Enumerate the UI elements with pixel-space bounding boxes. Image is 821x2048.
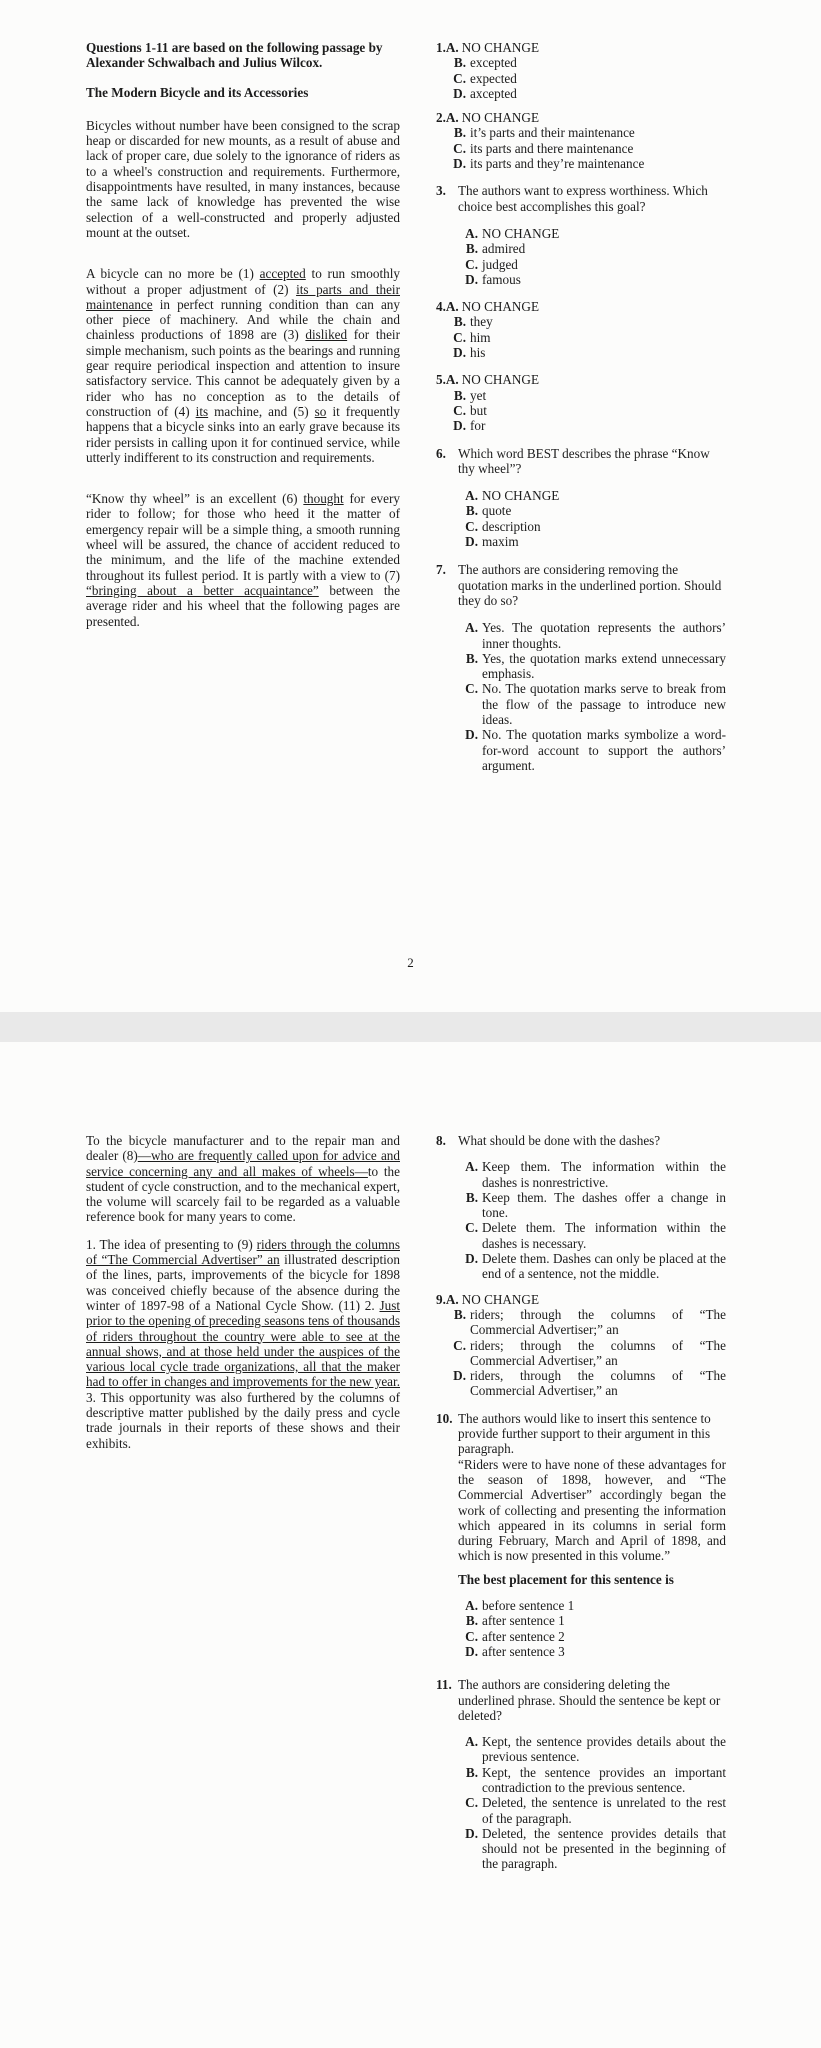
option-letter: B. (465, 1764, 478, 1780)
answer-option[interactable] (436, 503, 726, 518)
answer-option[interactable] (436, 141, 726, 156)
option-letter: A. (445, 40, 459, 55)
option-letter: B. (465, 1613, 478, 1629)
option-text: Keep them. The information within the dashes is nonrestrictive. (482, 1159, 726, 1190)
answer-option[interactable] (436, 345, 726, 360)
answer-option[interactable] (436, 86, 726, 101)
answer-option[interactable] (436, 1598, 726, 1613)
option-text: Keep them. The dashes offer a change in tone. (482, 1189, 726, 1221)
question-11 (436, 1677, 726, 1872)
answer-option[interactable] (436, 226, 726, 241)
option-text: Deleted, the sentence is unrelated to the rest of the paragraph. (482, 1795, 726, 1826)
question-4 (436, 299, 726, 360)
answer-option[interactable] (436, 1644, 726, 1659)
answer-option[interactable] (436, 272, 726, 287)
option-text: NO CHANGE (461, 372, 540, 388)
passage-column-1 (86, 40, 400, 629)
option-letter: D. (453, 345, 466, 361)
question-7 (436, 562, 726, 773)
option-letter: A. (445, 299, 459, 315)
underlined-text-5: so (314, 403, 327, 419)
questions-column-1 (436, 40, 726, 773)
question-number: 11. (436, 1677, 452, 1693)
option-text: description (482, 518, 541, 534)
answer-option[interactable] (436, 727, 726, 773)
underlined-text-2: its parts and their maintenance (86, 281, 400, 312)
option-letter: B. (465, 1189, 478, 1205)
underlined-text-3: disliked (305, 327, 348, 343)
question-number: 9. (436, 1291, 446, 1307)
answer-option[interactable] (436, 257, 726, 272)
answer-option[interactable] (436, 330, 726, 345)
answer-option[interactable] (436, 1368, 726, 1399)
inserted-sentence: “Riders were to have none of these advantages for the season of 1898, however, and “The Commercial Advertiser” accordingly began the work of collecting and presenting the information which appeared in its columns in serial form during February, March and April of 1898, and which is now presented in this volume.” (458, 1456, 726, 1564)
answer-option[interactable] (436, 1220, 726, 1251)
answer-option[interactable] (436, 1765, 726, 1796)
option-text: NO CHANGE (461, 40, 540, 55)
option-text: judged (482, 256, 518, 272)
option-text: him (470, 329, 491, 345)
underlined-text-1: accepted (259, 266, 306, 282)
question-2 (436, 110, 726, 171)
answer-option[interactable] (436, 1159, 726, 1190)
option-letter: C. (453, 402, 466, 418)
option-text: they (470, 314, 493, 330)
option-text: NO CHANGE (482, 225, 560, 241)
option-text: riders, through the columns of “The Commercial Advertiser,” an (470, 1368, 726, 1399)
option-text: Yes. The quotation represents the authors’ inner thoughts. (482, 620, 726, 651)
option-letter: B. (465, 503, 478, 519)
option-letter: A. (445, 1291, 459, 1307)
passage-intro: Questions 1-11 are based on the following passage by Alexander Schwalbach and Julius Wilcox. (86, 40, 383, 71)
option-letter: C. (465, 1220, 478, 1236)
answer-option[interactable] (436, 314, 726, 329)
answer-option[interactable] (436, 1826, 726, 1872)
option-letter: A. (445, 372, 459, 388)
answer-option[interactable] (436, 1795, 726, 1826)
question-stem: The authors would like to insert this sentence to provide further support to their argument in this paragraph. (458, 1410, 711, 1457)
option-letter: C. (453, 140, 466, 156)
answer-option[interactable] (436, 403, 726, 418)
option-text: riders; through the columns of “The Commercial Advertiser;” an (470, 1306, 726, 1338)
question-1 (436, 40, 726, 101)
question-stem: The authors want to express worthiness. Which choice best accomplishes this goal? (458, 183, 708, 214)
option-letter: B. (453, 125, 466, 141)
option-letter: C. (453, 329, 466, 345)
option-letter: D. (465, 271, 478, 287)
option-letter: B. (453, 1306, 466, 1322)
underlined-text-9: riders through the columns of “The Commercial Advertiser” an (86, 1236, 400, 1268)
option-text: admired (482, 241, 526, 257)
answer-option[interactable] (436, 681, 726, 727)
underlined-text-7: “bringing about a better acquaintance” (86, 582, 319, 598)
question-number: 2. (436, 110, 446, 126)
option-letter: C. (465, 1795, 478, 1811)
option-text: Kept, the sentence provides an important contradiction to the previous sentence. (482, 1764, 726, 1795)
option-text: Deleted, the sentence provides details that should not be presented in the beginning of the paragraph. (482, 1825, 726, 1872)
option-letter: A. (465, 1734, 478, 1750)
answer-option[interactable] (436, 156, 726, 171)
option-letter: D. (465, 1643, 478, 1659)
page-number: 2 (407, 955, 414, 970)
option-text: Delete them. The information within the dashes is necessary. (482, 1220, 726, 1251)
question-6 (436, 446, 726, 550)
answer-option[interactable] (436, 651, 726, 682)
question-stem: Which word BEST describes the phrase “Know thy wheel”? (458, 445, 710, 476)
option-letter: A. (465, 1159, 478, 1175)
option-text: expected (470, 70, 517, 86)
underlined-text-4: its (195, 403, 209, 419)
answer-option[interactable] (436, 1734, 726, 1765)
option-letter: A. (465, 620, 478, 636)
option-letter: C. (465, 681, 478, 697)
option-letter: C. (465, 518, 478, 534)
answer-option[interactable] (436, 55, 726, 70)
option-text: excepted (470, 55, 517, 71)
answer-option[interactable] (436, 110, 726, 125)
option-text: famous (482, 271, 521, 287)
option-letter: D. (465, 727, 478, 743)
option-text: after sentence 1 (482, 1613, 565, 1629)
option-text: for (470, 418, 486, 434)
option-letter: D. (453, 418, 466, 434)
answer-option[interactable] (436, 534, 726, 549)
question-number: 1. (436, 40, 446, 55)
question-9 (436, 1292, 726, 1399)
answer-option[interactable] (436, 40, 726, 55)
option-letter: C. (465, 1628, 478, 1644)
option-text: No. The quotation marks symbolize a word-for-word account to support the authors’ argument. (482, 727, 726, 773)
passage-paragraph: 1. The idea of presenting to (9) riders through the columns of “The Commercial Advertiser” an illustrated description of the lines, parts, improvements of the bicycle for 1898 was conceived chiefly because of the absence during the winter of 1897-98 of a National Cycle Show. (11) 2. Just prior to the opening of preceding seasons tens of thousands of riders throughout the country were able to see at the annual shows, and at those held under the auspices of the various local cycle trade organizations, all that the maker had to offer in changes and improvements for the new year. 3. This opportunity was also furthered by the columns of descriptive matter published by the daily press and cycle trade journals in their reports of these shows and their exhibits. (86, 1236, 400, 1451)
answer-option[interactable] (436, 388, 726, 403)
answer-option[interactable] (436, 488, 726, 503)
option-text: his (470, 345, 486, 361)
option-letter: D. (453, 156, 466, 172)
question-number: 8. (436, 1133, 446, 1148)
question-5 (436, 372, 726, 433)
option-letter: B. (453, 55, 466, 71)
passage-column-2 (86, 1133, 400, 1451)
option-letter: A. (465, 225, 478, 241)
question-number: 7. (436, 562, 446, 578)
option-text: NO CHANGE (461, 299, 540, 315)
question-stem: The authors are considering deleting the underlined phrase. Should the sentence be kept or deleted? (458, 1677, 721, 1723)
question-number: 10. (436, 1410, 453, 1426)
answer-option[interactable] (436, 372, 726, 387)
option-text: its parts and there maintenance (470, 140, 634, 156)
option-text: riders; through the columns of “The Commercial Advertiser,” an (470, 1337, 726, 1368)
underlined-text-8: —who are frequently called upon for advice and service concerning any and all makes of wheels— (86, 1148, 400, 1179)
question-10 (436, 1411, 726, 1659)
answer-option[interactable] (436, 1292, 726, 1307)
question-number: 4. (436, 299, 446, 315)
passage-paragraph: Bicycles without number have been consigned to the scrap heap or discarded for new mounts, as a result of abuse and lack of proper care, due solely to the ignorance of riders as to a wheel's construction and requirements. Furthermore, disappointments have resulted, in many instances, because the same lack of knowledge has prevented the wise selection of a well-constructed and properly adjusted mount at the outset. (86, 117, 400, 240)
page-1 (0, 0, 821, 1012)
answer-option[interactable] (436, 1251, 726, 1282)
option-text: its parts and they’re maintenance (470, 156, 645, 172)
option-text: axcepted (470, 85, 517, 101)
answer-option[interactable] (436, 299, 726, 314)
option-text: after sentence 3 (482, 1643, 565, 1659)
option-letter: C. (465, 256, 478, 272)
page-2 (0, 1042, 821, 2048)
questions-column-2 (436, 1133, 726, 1872)
option-text: NO CHANGE (461, 110, 540, 126)
question-stem: What should be done with the dashes? (458, 1133, 661, 1148)
underlined-text-6: thought (303, 491, 344, 507)
question-number: 3. (436, 183, 446, 199)
answer-option[interactable] (436, 1613, 726, 1628)
option-text: before sentence 1 (482, 1598, 575, 1614)
answer-option[interactable] (436, 519, 726, 534)
answer-option[interactable] (436, 125, 726, 140)
option-text: but (470, 402, 487, 418)
passage-paragraph: “Know thy wheel” is an excellent (6) thought for every rider to follow; for those who heed it the matter of emergency repair will be a simple thing, a smooth running wheel will be assured, the chance of accident reduced to the minimum, and the life of the machine extended throughout its fullest period. It is partly with a view to (7) “bringing about a better acquaintance” between the average rider and his wheel that the following pages are presented. (86, 491, 400, 629)
passage-title: The Modern Bicycle and its Accessories (86, 84, 309, 100)
option-letter: D. (465, 1251, 478, 1267)
answer-option[interactable] (436, 1629, 726, 1644)
option-text: Delete them. Dashes can only be placed at the end of a sentence, not the middle. (482, 1251, 726, 1282)
answer-option[interactable] (436, 1338, 726, 1369)
option-letter: A. (465, 488, 478, 504)
answer-option[interactable] (436, 241, 726, 256)
question-8 (436, 1133, 726, 1282)
option-letter: B. (465, 241, 478, 257)
answer-option[interactable] (436, 620, 726, 651)
question-number: 5. (436, 372, 446, 388)
option-letter: B. (453, 387, 466, 403)
answer-option[interactable] (436, 1190, 726, 1221)
option-text: NO CHANGE (482, 488, 560, 504)
question-number: 6. (436, 445, 446, 461)
option-letter: B. (453, 314, 466, 330)
option-letter: C. (453, 1337, 466, 1353)
option-text: Kept, the sentence provides details about the previous sentence. (482, 1734, 726, 1765)
option-text: it’s parts and their maintenance (470, 125, 635, 141)
passage-paragraph: To the bicycle manufacturer and to the repair man and dealer (8)—who are frequently called upon for advice and service concerning any and all makes of wheels—to the student of cycle construction, and to the mechanical expert, the volume will scarcely fail to be regarded as a valuable reference book for many years to come. (86, 1133, 401, 1225)
answer-option[interactable] (436, 418, 726, 433)
option-text: quote (482, 503, 512, 519)
question-stem: The authors are considering removing the quotation marks in the underlined portion. Should they do so? (458, 562, 722, 608)
option-letter: D. (465, 1825, 478, 1841)
option-letter: D. (453, 85, 466, 101)
underlined-text-11: Just prior to the opening of preceding seasons tens of thousands of riders throughout the country were able to see at the annual shows, and at those held under the auspices of the various local cycle trade organizations, all that the maker had to offer in changes and improvements for the new year. (86, 1297, 400, 1390)
option-text: Yes, the quotation marks extend unnecessary emphasis. (482, 650, 726, 682)
option-letter: D. (453, 1368, 466, 1384)
option-text: maxim (482, 534, 519, 550)
option-letter: A. (445, 110, 459, 126)
option-letter: C. (453, 70, 466, 86)
passage-paragraph: A bicycle can no more be (1) accepted to run smoothly without a proper adjustment of (2) its parts and their maintenance in perfect running condition than can any other piece of machinery. And while the chain and chainless productions of 1898 are (3) disliked for their simple mechanism, such points as the bearings and running gear require periodical inspection and attention to insure satisfactory service. This cannot be adequately given by a rider who has no conception as to the details of construction of (4) its machine, and (5) so it frequently happens that a bicycle sinks into an early grave because its rider persists in calling upon it for continued service, while utterly indifferent to its construction and requirements. (86, 266, 400, 465)
answer-option[interactable] (436, 1307, 726, 1338)
answer-option[interactable] (436, 71, 726, 86)
question-prompt: The best placement for this sentence is (458, 1571, 674, 1587)
option-text: No. The quotation marks serve to break from the flow of the passage to introduce new ideas. (482, 681, 726, 727)
option-letter: B. (465, 650, 478, 666)
option-letter: A. (465, 1598, 478, 1614)
option-text: after sentence 2 (482, 1628, 565, 1644)
option-text: NO CHANGE (461, 1291, 540, 1307)
question-3 (436, 183, 726, 287)
option-text: yet (470, 387, 487, 403)
option-letter: D. (465, 534, 478, 550)
